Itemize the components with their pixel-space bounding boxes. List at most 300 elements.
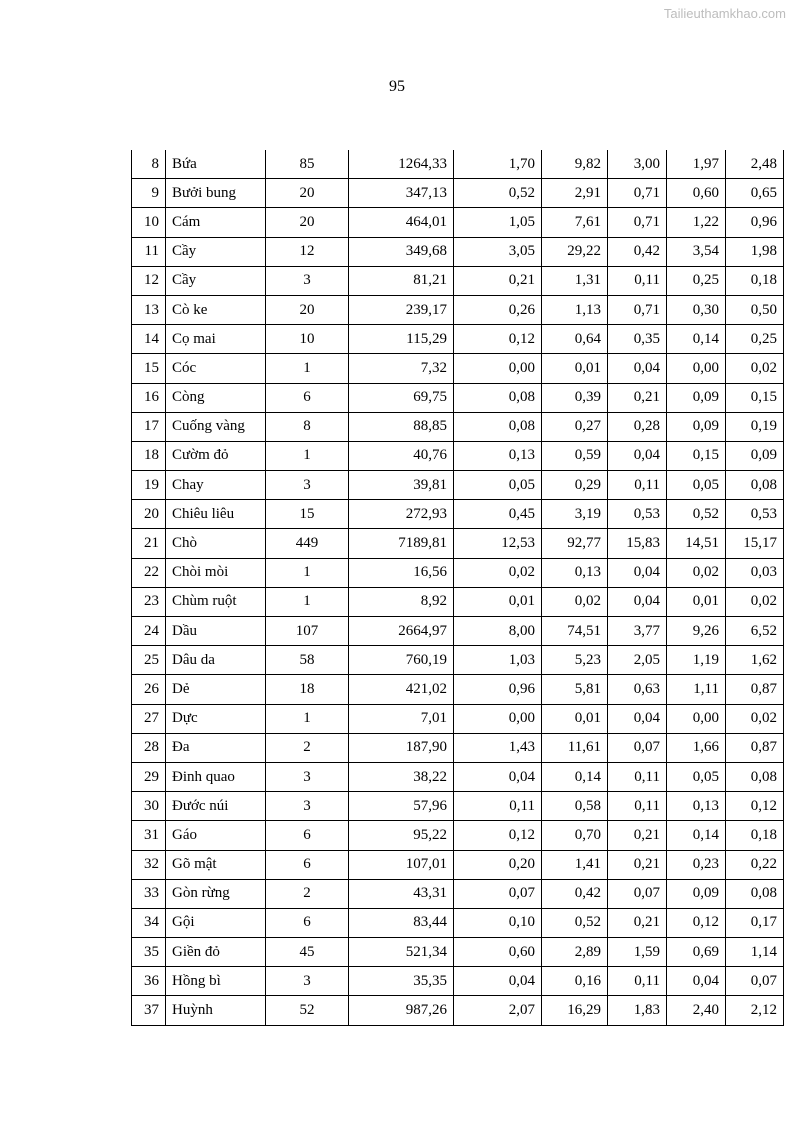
value-col-9: 0,87 [726,675,784,704]
species-name: Chòi mòi [166,558,266,587]
row-index: 14 [132,325,166,354]
value-col-8: 1,97 [667,150,726,179]
row-index: 30 [132,792,166,821]
table-row [132,558,784,587]
table-row [132,762,784,791]
tree-count: 2 [266,879,349,908]
value-col-9: 0,07 [726,967,784,996]
value-col-4: 57,96 [349,792,454,821]
tree-count: 107 [266,617,349,646]
row-index: 29 [132,762,166,791]
tree-count: 3 [266,471,349,500]
table-row [132,237,784,266]
value-col-7: 0,21 [608,383,667,412]
species-name: Đinh quao [166,762,266,791]
table-row [132,908,784,937]
value-col-7: 3,77 [608,617,667,646]
value-col-7: 0,53 [608,500,667,529]
tree-count: 45 [266,938,349,967]
value-col-9: 0,18 [726,821,784,850]
value-col-7: 1,59 [608,938,667,967]
value-col-6: 0,59 [542,441,608,470]
value-col-9: 0,08 [726,471,784,500]
value-col-4: 347,13 [349,179,454,208]
species-name: Giền đỏ [166,938,266,967]
value-col-4: 272,93 [349,500,454,529]
value-col-4: 39,81 [349,471,454,500]
value-col-8: 3,54 [667,237,726,266]
value-col-9: 1,14 [726,938,784,967]
species-name: Gõ mật [166,850,266,879]
value-col-5: 0,04 [454,762,542,791]
value-col-6: 0,01 [542,704,608,733]
table-row [132,821,784,850]
row-index: 18 [132,441,166,470]
value-col-8: 9,26 [667,617,726,646]
value-col-4: 38,22 [349,762,454,791]
value-col-5: 1,70 [454,150,542,179]
value-col-5: 0,12 [454,821,542,850]
value-col-5: 0,04 [454,967,542,996]
value-col-9: 0,25 [726,325,784,354]
value-col-8: 1,66 [667,733,726,762]
value-col-5: 0,21 [454,266,542,295]
value-col-9: 0,02 [726,704,784,733]
value-col-5: 0,00 [454,354,542,383]
value-col-8: 0,23 [667,850,726,879]
species-name: Huỳnh [166,996,266,1025]
value-col-8: 1,22 [667,208,726,237]
value-col-6: 0,58 [542,792,608,821]
species-name: Cầy [166,237,266,266]
value-col-8: 0,09 [667,383,726,412]
value-col-5: 0,20 [454,850,542,879]
value-col-7: 0,11 [608,266,667,295]
value-col-5: 0,02 [454,558,542,587]
table-row [132,587,784,616]
value-col-5: 12,53 [454,529,542,558]
tree-count: 6 [266,850,349,879]
row-index: 24 [132,617,166,646]
value-col-6: 1,13 [542,295,608,324]
value-col-6: 0,70 [542,821,608,850]
value-col-4: 35,35 [349,967,454,996]
tree-count: 20 [266,208,349,237]
row-index: 8 [132,150,166,179]
tree-count: 8 [266,412,349,441]
value-col-4: 88,85 [349,412,454,441]
tree-count: 3 [266,967,349,996]
value-col-5: 0,96 [454,675,542,704]
row-index: 12 [132,266,166,295]
value-col-6: 0,16 [542,967,608,996]
table-row [132,617,784,646]
value-col-6: 1,41 [542,850,608,879]
value-col-8: 0,09 [667,412,726,441]
value-col-4: 239,17 [349,295,454,324]
tree-count: 20 [266,295,349,324]
value-col-6: 74,51 [542,617,608,646]
tree-count: 449 [266,529,349,558]
row-index: 10 [132,208,166,237]
species-name: Chiêu liêu [166,500,266,529]
table-row [132,266,784,295]
table-row [132,675,784,704]
value-col-4: 987,26 [349,996,454,1025]
value-col-6: 0,39 [542,383,608,412]
value-col-7: 15,83 [608,529,667,558]
species-name: Cám [166,208,266,237]
value-col-4: 107,01 [349,850,454,879]
value-col-6: 7,61 [542,208,608,237]
value-col-4: 7,32 [349,354,454,383]
value-col-7: 0,04 [608,704,667,733]
value-col-6: 16,29 [542,996,608,1025]
value-col-6: 0,14 [542,762,608,791]
tree-count: 1 [266,558,349,587]
value-col-4: 8,92 [349,587,454,616]
value-col-8: 0,02 [667,558,726,587]
row-index: 13 [132,295,166,324]
species-name: Dẻ [166,675,266,704]
value-col-5: 0,45 [454,500,542,529]
value-col-5: 0,00 [454,704,542,733]
value-col-5: 0,60 [454,938,542,967]
value-col-7: 0,11 [608,762,667,791]
table-row [132,412,784,441]
value-col-9: 0,18 [726,266,784,295]
value-col-7: 0,21 [608,821,667,850]
value-col-5: 0,01 [454,587,542,616]
row-index: 20 [132,500,166,529]
value-col-8: 0,05 [667,762,726,791]
species-name: Cuống vàng [166,412,266,441]
value-col-9: 0,03 [726,558,784,587]
value-col-6: 0,52 [542,908,608,937]
value-col-6: 1,31 [542,266,608,295]
value-col-9: 2,48 [726,150,784,179]
value-col-6: 0,42 [542,879,608,908]
value-col-4: 83,44 [349,908,454,937]
value-col-9: 0,09 [726,441,784,470]
value-col-5: 0,11 [454,792,542,821]
value-col-9: 0,02 [726,354,784,383]
species-name: Hồng bì [166,967,266,996]
tree-count: 1 [266,441,349,470]
table-row [132,179,784,208]
value-col-6: 11,61 [542,733,608,762]
table-row [132,150,784,179]
value-col-6: 2,89 [542,938,608,967]
species-name: Gòn rừng [166,879,266,908]
value-col-8: 0,52 [667,500,726,529]
value-col-4: 349,68 [349,237,454,266]
row-index: 22 [132,558,166,587]
value-col-5: 0,07 [454,879,542,908]
value-col-9: 0,19 [726,412,784,441]
row-index: 37 [132,996,166,1025]
species-name: Dực [166,704,266,733]
table-row [132,967,784,996]
table-row [132,325,784,354]
value-col-7: 0,71 [608,179,667,208]
value-col-5: 1,43 [454,733,542,762]
value-col-9: 0,65 [726,179,784,208]
value-col-8: 0,05 [667,471,726,500]
row-index: 25 [132,646,166,675]
value-col-6: 5,23 [542,646,608,675]
value-col-8: 0,01 [667,587,726,616]
value-col-8: 0,12 [667,908,726,937]
table-row [132,354,784,383]
value-col-9: 0,08 [726,879,784,908]
row-index: 17 [132,412,166,441]
value-col-8: 0,13 [667,792,726,821]
value-col-5: 0,10 [454,908,542,937]
species-name: Gáo [166,821,266,850]
tree-count: 6 [266,821,349,850]
value-col-7: 0,71 [608,295,667,324]
value-col-7: 0,04 [608,587,667,616]
value-col-7: 0,21 [608,908,667,937]
table-row [132,500,784,529]
value-col-5: 1,05 [454,208,542,237]
value-col-9: 0,12 [726,792,784,821]
tree-count: 85 [266,150,349,179]
species-name: Cầy [166,266,266,295]
tree-count: 20 [266,179,349,208]
value-col-7: 0,07 [608,879,667,908]
value-col-9: 0,17 [726,908,784,937]
value-col-6: 0,64 [542,325,608,354]
table-row [132,383,784,412]
species-name: Gội [166,908,266,937]
tree-count: 3 [266,266,349,295]
value-col-6: 5,81 [542,675,608,704]
row-index: 15 [132,354,166,383]
value-col-7: 0,71 [608,208,667,237]
value-col-4: 2664,97 [349,617,454,646]
value-col-9: 1,98 [726,237,784,266]
value-col-8: 1,11 [667,675,726,704]
value-col-8: 0,14 [667,325,726,354]
table-row [132,529,784,558]
table-row [132,996,784,1025]
value-col-9: 15,17 [726,529,784,558]
value-col-8: 2,40 [667,996,726,1025]
tree-count: 10 [266,325,349,354]
species-name: Đước núi [166,792,266,821]
value-col-7: 1,83 [608,996,667,1025]
value-col-5: 0,52 [454,179,542,208]
value-col-7: 0,28 [608,412,667,441]
species-name: Còng [166,383,266,412]
value-col-6: 2,91 [542,179,608,208]
table-row [132,733,784,762]
value-col-5: 0,08 [454,383,542,412]
value-col-5: 1,03 [454,646,542,675]
row-index: 36 [132,967,166,996]
table-row [132,471,784,500]
value-col-8: 1,19 [667,646,726,675]
table-row [132,879,784,908]
species-name: Dâu da [166,646,266,675]
value-col-8: 0,69 [667,938,726,967]
value-col-6: 0,27 [542,412,608,441]
row-index: 11 [132,237,166,266]
table-row [132,704,784,733]
value-col-5: 8,00 [454,617,542,646]
row-index: 27 [132,704,166,733]
row-index: 35 [132,938,166,967]
value-col-7: 0,42 [608,237,667,266]
tree-count: 58 [266,646,349,675]
tree-count: 18 [266,675,349,704]
tree-count: 52 [266,996,349,1025]
value-col-7: 3,00 [608,150,667,179]
value-col-7: 0,11 [608,792,667,821]
tree-count: 1 [266,587,349,616]
value-col-8: 0,60 [667,179,726,208]
row-index: 16 [132,383,166,412]
value-col-4: 40,76 [349,441,454,470]
species-name: Bứa [166,150,266,179]
tree-count: 15 [266,500,349,529]
value-col-6: 0,13 [542,558,608,587]
row-index: 19 [132,471,166,500]
value-col-7: 0,11 [608,967,667,996]
table-row [132,441,784,470]
value-col-9: 0,53 [726,500,784,529]
value-col-5: 0,12 [454,325,542,354]
species-name: Cóc [166,354,266,383]
value-col-5: 0,26 [454,295,542,324]
value-col-9: 0,87 [726,733,784,762]
table-row [132,208,784,237]
value-col-6: 0,02 [542,587,608,616]
value-col-4: 421,02 [349,675,454,704]
value-col-8: 0,09 [667,879,726,908]
tree-count: 1 [266,704,349,733]
value-col-5: 0,13 [454,441,542,470]
species-name: Cọ mai [166,325,266,354]
value-col-7: 0,63 [608,675,667,704]
table-row [132,646,784,675]
value-col-4: 7,01 [349,704,454,733]
species-name: Chùm ruột [166,587,266,616]
value-col-4: 187,90 [349,733,454,762]
row-index: 9 [132,179,166,208]
value-col-4: 69,75 [349,383,454,412]
value-col-6: 0,01 [542,354,608,383]
table-row [132,295,784,324]
watermark: Tailieuthamkhao.com [663,6,786,21]
value-col-7: 0,07 [608,733,667,762]
value-col-8: 0,00 [667,354,726,383]
value-col-8: 0,15 [667,441,726,470]
row-index: 28 [132,733,166,762]
value-col-5: 3,05 [454,237,542,266]
tree-count: 6 [266,908,349,937]
row-index: 33 [132,879,166,908]
value-col-9: 6,52 [726,617,784,646]
value-col-7: 0,11 [608,471,667,500]
value-col-7: 0,04 [608,558,667,587]
tree-count: 12 [266,237,349,266]
species-name: Chay [166,471,266,500]
value-col-6: 3,19 [542,500,608,529]
value-col-4: 81,21 [349,266,454,295]
row-index: 21 [132,529,166,558]
value-col-7: 0,21 [608,850,667,879]
value-col-9: 0,50 [726,295,784,324]
value-col-6: 29,22 [542,237,608,266]
value-col-5: 0,08 [454,412,542,441]
species-name: Đa [166,733,266,762]
tree-count: 3 [266,762,349,791]
table-body [132,150,784,1025]
value-col-7: 0,04 [608,441,667,470]
value-col-7: 0,04 [608,354,667,383]
value-col-5: 2,07 [454,996,542,1025]
value-col-9: 0,02 [726,587,784,616]
value-col-9: 2,12 [726,996,784,1025]
species-name: Cườm đỏ [166,441,266,470]
value-col-9: 0,96 [726,208,784,237]
value-col-6: 0,29 [542,471,608,500]
value-col-8: 0,25 [667,266,726,295]
table-row [132,792,784,821]
row-index: 31 [132,821,166,850]
value-col-5: 0,05 [454,471,542,500]
value-col-8: 0,00 [667,704,726,733]
value-col-9: 0,22 [726,850,784,879]
value-col-8: 0,30 [667,295,726,324]
value-col-4: 16,56 [349,558,454,587]
value-col-4: 464,01 [349,208,454,237]
species-name: Cò ke [166,295,266,324]
value-col-9: 0,08 [726,762,784,791]
value-col-4: 95,22 [349,821,454,850]
value-col-8: 0,04 [667,967,726,996]
species-name: Dầu [166,617,266,646]
value-col-6: 92,77 [542,529,608,558]
species-name: Chò [166,529,266,558]
tree-count: 6 [266,383,349,412]
value-col-4: 43,31 [349,879,454,908]
row-index: 26 [132,675,166,704]
page-number: 95 [389,78,405,95]
value-col-7: 0,35 [608,325,667,354]
value-col-9: 0,15 [726,383,784,412]
species-name: Bưởi bung [166,179,266,208]
table-row [132,850,784,879]
table-row [132,938,784,967]
row-index: 32 [132,850,166,879]
row-index: 23 [132,587,166,616]
value-col-9: 1,62 [726,646,784,675]
row-index: 34 [132,908,166,937]
value-col-7: 2,05 [608,646,667,675]
value-col-6: 9,82 [542,150,608,179]
value-col-4: 760,19 [349,646,454,675]
tree-count: 2 [266,733,349,762]
tree-count: 1 [266,354,349,383]
value-col-4: 7189,81 [349,529,454,558]
value-col-4: 115,29 [349,325,454,354]
value-col-8: 0,14 [667,821,726,850]
tree-count: 3 [266,792,349,821]
